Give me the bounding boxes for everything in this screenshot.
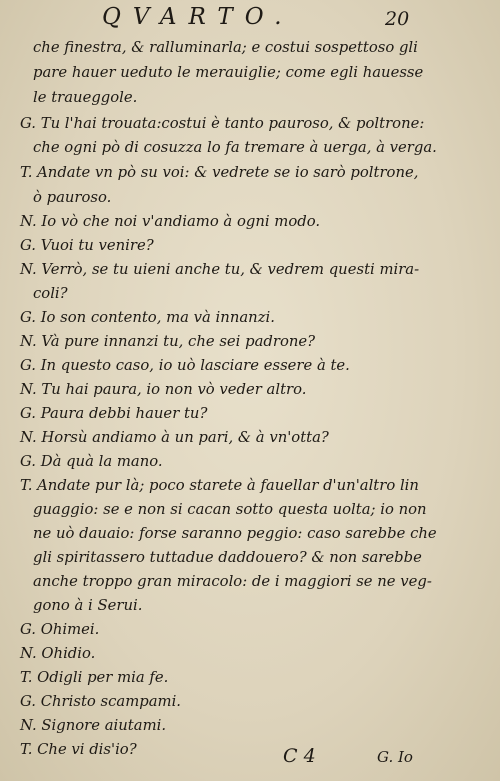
page-footer	[0, 745, 500, 775]
text-line: ò pauroso.	[33, 189, 112, 206]
text-line: ne uò dauaio: forse saranno peggio: caso sarebbe che	[33, 525, 437, 542]
page-number: 20	[385, 8, 410, 30]
text-line: N. Verrò, se tu uieni anche tu, & vedrem questi mira-	[20, 261, 420, 278]
text-line: N. Signore aiutami.	[20, 717, 167, 734]
text-line: T. Che vi dis'io?	[20, 741, 137, 758]
text-line: G. Ohimei.	[20, 621, 100, 638]
text-line: G. Io son contento, ma và innanzi.	[20, 309, 275, 326]
text-line: N. Ohidio.	[20, 645, 96, 662]
text-line: G. Dà quà la mano.	[20, 453, 163, 470]
text-line: che finestra, & ralluminarla; e costui sospettoso gli	[33, 39, 418, 56]
text-line: N. Tu hai paura, io non vò veder altro.	[20, 381, 307, 398]
text-line: anche troppo gran miracolo: de i maggiori se ne veg-	[33, 573, 432, 590]
text-line: G. Tu l'hai trouata:costui è tanto pauroso, & poltrone:	[20, 115, 425, 132]
text-line: le traueggole.	[33, 89, 138, 106]
text-line: gono à i Serui.	[33, 597, 143, 614]
text-line: N. Và pure innanzi tu, che sei padrone?	[20, 333, 316, 350]
text-line: G. In questo caso, io uò lasciare essere à te.	[20, 357, 350, 374]
text-line: G. Christo scampami.	[20, 693, 182, 710]
text-line: coli?	[33, 285, 68, 302]
text-line: N. Io vò che noi v'andiamo à ogni modo.	[20, 213, 321, 230]
text-line: G. Vuoi tu venire?	[20, 237, 154, 254]
text-line: G. Paura debbi hauer tu?	[20, 405, 208, 422]
text-line: N. Horsù andiamo à un pari, & à vn'otta?	[20, 429, 329, 446]
signature-mark: C 4	[283, 745, 316, 767]
running-title: QVARTO.	[102, 4, 294, 30]
text-line: T. Andate vn pò su voi: & vedrete se io sarò poltrone,	[20, 164, 419, 181]
text-line: guaggio: se e non si cacan sotto questa uolta; io non	[33, 501, 427, 518]
text-line: T. Andate pur là; poco starete à fauellar d'un'altro lin	[20, 477, 419, 494]
text-line: pare hauer ueduto le merauiglie; come egli hauesse	[33, 64, 424, 81]
text-line: gli spiritassero tuttadue daddouero? & non sarebbe	[33, 549, 422, 566]
text-line: T. Odigli per mia fe.	[20, 669, 169, 686]
catchword: G. Io	[377, 748, 413, 766]
page-header	[0, 4, 500, 34]
text-line: che ogni pò di cosuzza lo fa tremare à uerga, à verga.	[33, 139, 437, 156]
